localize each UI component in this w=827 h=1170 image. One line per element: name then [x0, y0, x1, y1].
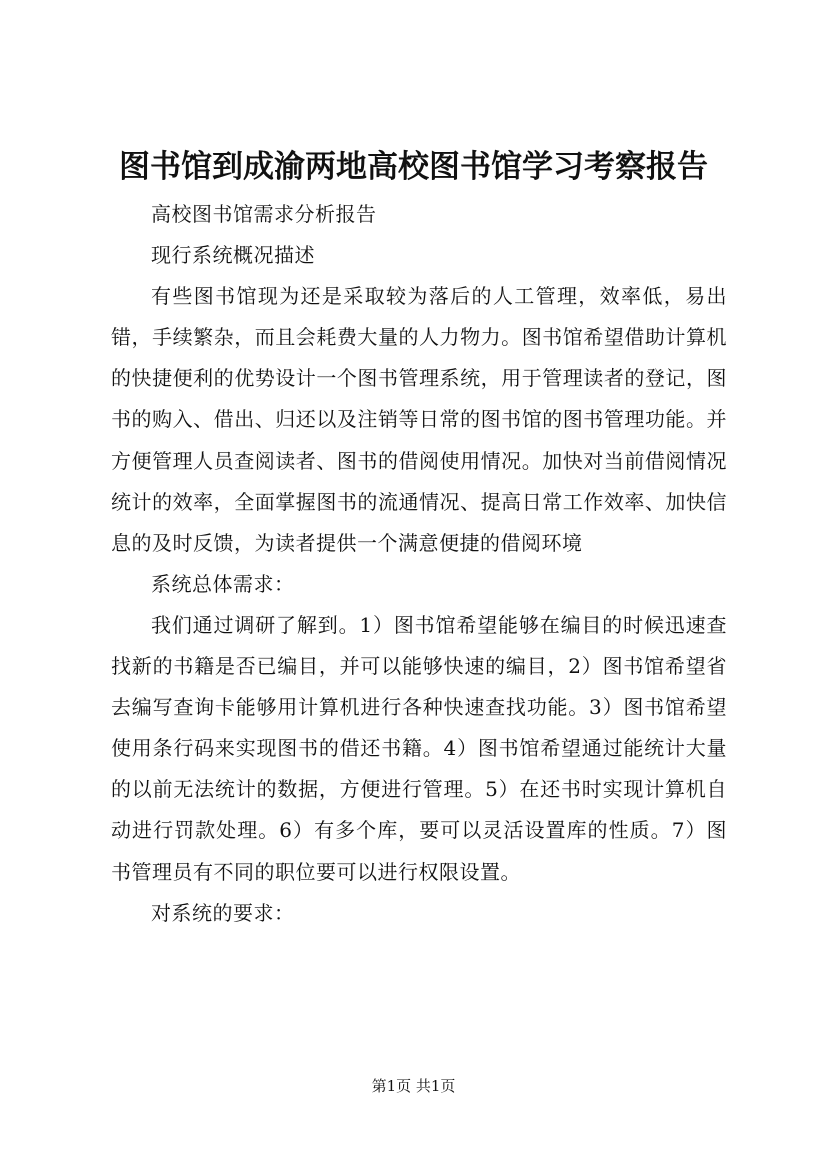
body-paragraph: 我们通过调研了解到。1）图书馆希望能够在编目的时候迅速查找新的书籍是否已编目，并可以能够快速的编目，2）图书馆希望省去编写查询卡能够用计算机进行各种快速查找功能。3）图书馆希望使用条行码来实现图书的借还书籍。4）图书馆希望通过能统计大量的以前无法统计的数据，方便进行管理。5）在还书时实现计算机自动进行罚款处理。6）有多个库，要可以灵活设置库的性质。7）图书管理员有不同的职位要可以进行权限设置。 — [111, 612, 727, 884]
section-subheading: 对系统的要求： — [151, 900, 295, 925]
document-body — [111, 194, 727, 934]
section-subheading: 现行系统概况描述 — [151, 243, 315, 268]
page-footer: 第1页 共1页 — [371, 1077, 456, 1095]
section-subheading: 系统总体需求： — [151, 571, 295, 596]
section-heading: 高校图书馆需求分析报告 — [151, 202, 377, 226]
body-paragraph: 有些图书馆现为还是采取较为落后的人工管理，效率低，易出错，手续繁杂，而且会耗费大量的人力物力。图书馆希望借助计算机的快捷便利的优势设计一个图书管理系统，用于管理读者的登记，图书的购入、借出、归还以及注销等日常的图书馆的图书管理功能。并方便管理人员查阅读者、图书的借阅使用情况。加快对当前借阅情况统计的效率，全面掌握图书的流通情况、提高日常工作效率、加快信息的及时反馈，为读者提供一个满意便捷的借阅环境 — [111, 284, 727, 555]
document-title: 图书馆到成渝两地高校图书馆学习考察报告 — [119, 149, 708, 185]
